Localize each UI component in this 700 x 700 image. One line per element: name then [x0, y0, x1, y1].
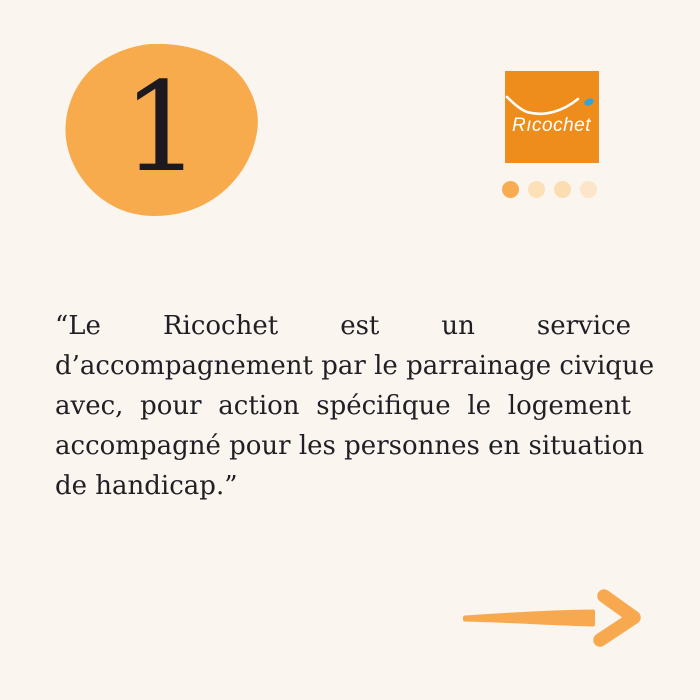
quote-block: [55, 306, 655, 506]
quote-line: accompagné pour les personnes en situation: [55, 431, 645, 461]
pagination-dot: [528, 181, 545, 198]
pagination-dot: [554, 181, 571, 198]
slide-number-badge: [65, 44, 258, 217]
bounce-curve: [507, 97, 578, 114]
quote-line: avec, pour action spécifique le logement: [55, 391, 631, 421]
quote-line: de handicap.”: [55, 471, 238, 501]
slide-number: 1: [122, 55, 201, 200]
brand-logo: [505, 71, 599, 163]
quote-line: d’accompagnement par le parrainage civique: [55, 351, 655, 381]
pagination-dot-active: [502, 181, 519, 198]
next-arrow-icon[interactable]: [458, 588, 648, 648]
arrow-shaft: [465, 612, 593, 625]
carousel-pagination: [502, 181, 597, 198]
brand-logo-text: Rıcochet: [512, 115, 591, 136]
ball-icon: [583, 97, 595, 107]
quote-line: “Le Ricochet est un service: [55, 311, 631, 341]
pagination-dot: [580, 181, 597, 198]
arrow-head: [600, 596, 634, 640]
